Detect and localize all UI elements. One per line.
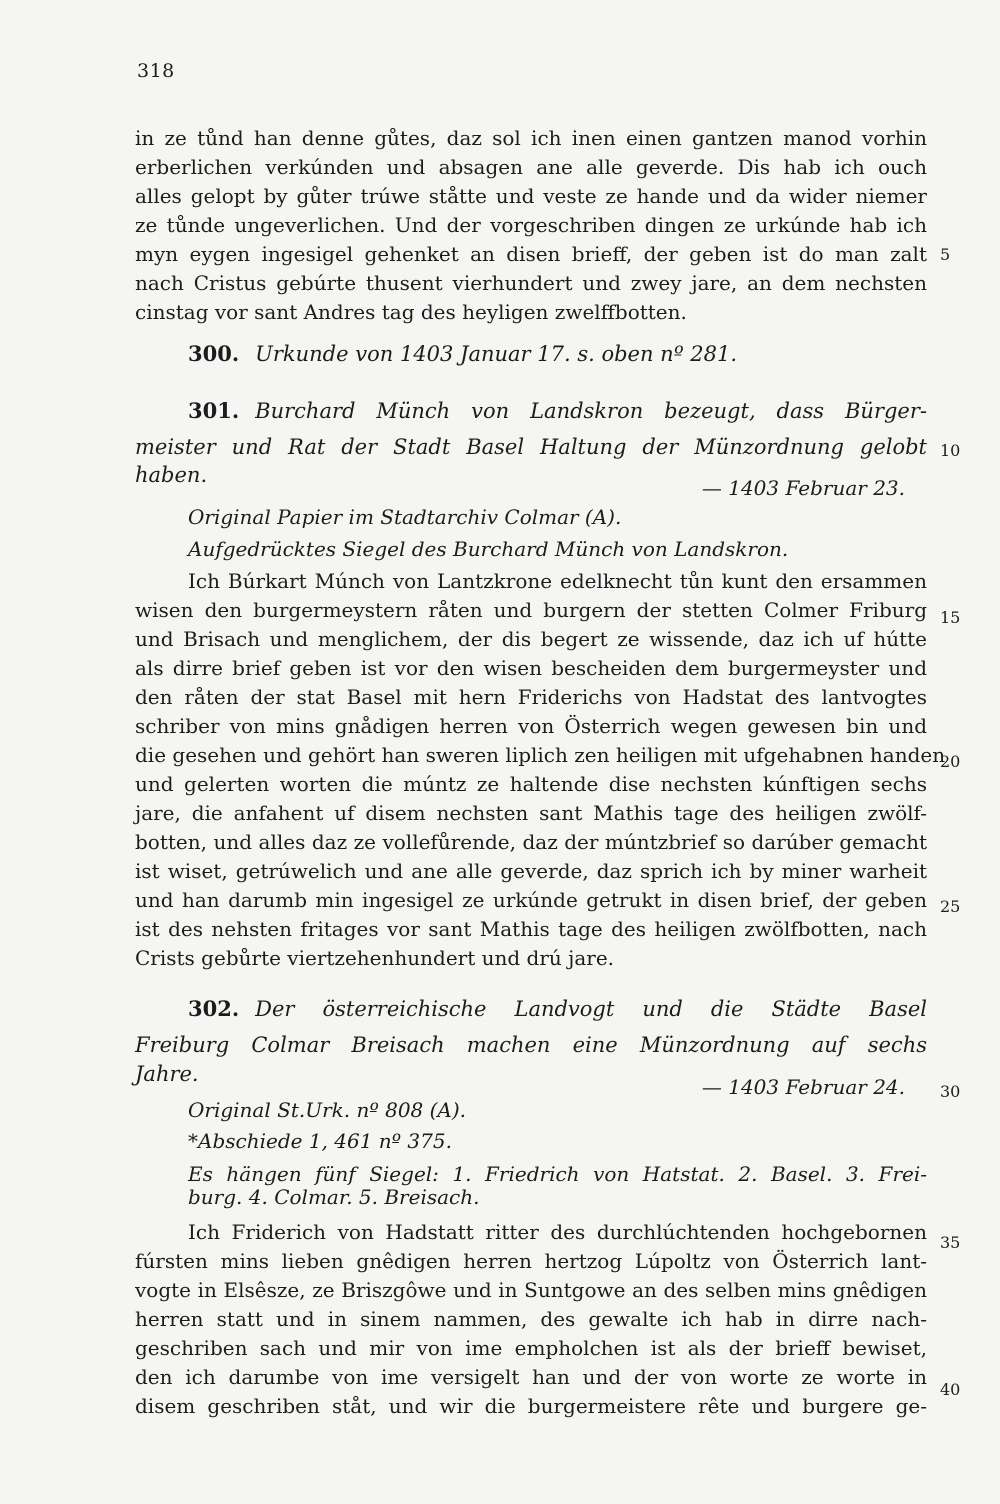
text-line bbox=[188, 1127, 927, 1155]
margin-line-number: 25 bbox=[940, 897, 961, 916]
text-line bbox=[135, 182, 927, 210]
text-line bbox=[135, 269, 927, 297]
text-line bbox=[135, 944, 927, 972]
line-text: Der österreichische Landvogt und die Städte Basel bbox=[255, 997, 927, 1021]
line-text: den råten der stat Basel mit hern Friderichs von Hadstat des lantvogtes bbox=[135, 685, 927, 709]
line-text: cinstag vor sant Andres tag des heyligen zwelffbotten. bbox=[135, 300, 687, 324]
margin-line-number: 10 bbox=[940, 441, 961, 460]
margin-line-number: 20 bbox=[940, 752, 961, 771]
text-line bbox=[135, 1247, 927, 1275]
line-text: *Abschiede 1, 461 nº 375. bbox=[188, 1129, 452, 1153]
text-line bbox=[135, 915, 927, 943]
text-line bbox=[135, 474, 905, 502]
text-line bbox=[135, 770, 927, 798]
line-text: myn eygen ingesigel gehenket an disen brieff, der geben ist do man zalt bbox=[135, 242, 927, 266]
text-line bbox=[135, 1392, 927, 1420]
text-line bbox=[135, 124, 927, 152]
entry-heading-line bbox=[188, 995, 927, 1023]
entry-heading-line bbox=[188, 397, 927, 425]
line-text: den ich darumbe von ime versigelt han und der von worte ze worte in bbox=[135, 1365, 927, 1389]
line-text: Jahre. bbox=[135, 1062, 199, 1086]
line-text: geschriben sach und mir von ime empholchen ist als der brieff bewiset, bbox=[135, 1336, 927, 1360]
line-text: jare, die anfahent uf disem nechsten sant Mathis tage des heiligen zwölf- bbox=[135, 801, 927, 825]
entry-number: 300. bbox=[188, 341, 240, 366]
line-text: und gelerten worten die múntz ze haltende dise nechsten kúnftigen sechs bbox=[135, 772, 927, 796]
line-text: alles gelopt by gůter trúwe ståtte und veste ze hande und da wider niemer bbox=[135, 184, 927, 208]
line-text: nach Cristus gebúrte thusent vierhundert und zwey jare, an dem nechsten bbox=[135, 271, 927, 295]
line-text: ist wiset, getrúwelich und ane alle geverde, daz sprich ich by miner warheit bbox=[135, 859, 927, 883]
text-line bbox=[135, 1276, 927, 1304]
line-text: botten, und alles daz ze vollefůrende, daz der múntzbrief so darúber gemacht bbox=[135, 830, 927, 854]
line-text: Burchard Münch von Landskron bezeugt, dass Bürger- bbox=[255, 399, 927, 423]
text-line bbox=[135, 153, 927, 181]
line-text: — 1403 Februar 24. bbox=[701, 1075, 905, 1099]
line-text: Ich Friderich von Hadstatt ritter des durchlúchtenden hochgebornen bbox=[188, 1220, 927, 1244]
text-line bbox=[135, 1031, 927, 1059]
text-line bbox=[135, 712, 927, 740]
text-line bbox=[135, 828, 927, 856]
line-text: — 1403 Februar 23. bbox=[701, 476, 905, 500]
entry-number: 301. bbox=[188, 398, 240, 423]
text-line bbox=[135, 857, 927, 885]
line-text: Urkunde von 1403 Januar 17. s. oben nº 281. bbox=[255, 342, 738, 366]
line-text: die gesehen und gehört han sweren liplich zen heiligen mit ufgehabnen handen bbox=[135, 743, 946, 767]
margin-line-number: 40 bbox=[940, 1380, 961, 1399]
page-number: 318 bbox=[137, 60, 175, 82]
line-text: haben. bbox=[135, 463, 208, 487]
text-line bbox=[188, 1218, 927, 1246]
line-text: Crists gebůrte viertzehenhundert und drú jare. bbox=[135, 946, 615, 970]
margin-line-number: 15 bbox=[940, 608, 961, 627]
line-text: und han darumb min ingesigel ze urkúnde getrukt in disen brief, der geben bbox=[135, 888, 927, 912]
text-line bbox=[188, 535, 927, 563]
line-text: schriber von mins gnådigen herren von Österrich wegen gewesen bin und bbox=[135, 714, 927, 738]
text-line bbox=[188, 1183, 927, 1211]
line-text: fúrsten mins lieben gnêdigen herren hertzog Lúpoltz von Österrich lant- bbox=[135, 1249, 927, 1273]
line-text: in ze tůnd han denne gůtes, daz sol ich inen einen gantzen manod vorhin bbox=[135, 126, 927, 150]
line-text: erberlichen verkúnden und absagen ane alle geverde. Dis hab ich ouch bbox=[135, 155, 927, 179]
text-line bbox=[188, 567, 927, 595]
text-line bbox=[188, 503, 927, 531]
text-line bbox=[135, 298, 927, 326]
line-text: ist des nehsten fritages vor sant Mathis tage des heiligen zwölfbotten, nach bbox=[135, 917, 927, 941]
text-line bbox=[135, 799, 927, 827]
line-text: als dirre brief geben ist vor den wisen bescheiden dem burgermeyster und bbox=[135, 656, 927, 680]
margin-line-number: 5 bbox=[940, 245, 951, 264]
text-line bbox=[135, 211, 927, 239]
text-line bbox=[135, 1363, 927, 1391]
text-line bbox=[135, 1334, 927, 1362]
text-line bbox=[135, 596, 927, 624]
line-text: Freiburg Colmar Breisach machen eine Münzordnung auf sechs bbox=[135, 1033, 927, 1057]
text-line bbox=[135, 433, 927, 461]
line-text: vogte in Elsêsze, ze Briszgôwe und in Suntgowe an des selben mins gnêdigen bbox=[135, 1278, 927, 1302]
line-text: burg. 4. Colmar. 5. Breisach. bbox=[188, 1185, 480, 1209]
text-line bbox=[135, 1305, 927, 1333]
entry-number: 302. bbox=[188, 996, 240, 1021]
text-line bbox=[135, 886, 927, 914]
line-text: meister und Rat der Stadt Basel Haltung der Münzordnung gelobt bbox=[135, 435, 927, 459]
line-text: wisen den burgermeystern råten und burgern der stetten Colmer Friburg bbox=[135, 598, 927, 622]
line-text: Ich Búrkart Múnch von Lantzkrone edelknecht tůn kunt den ersammen bbox=[188, 569, 927, 593]
line-text: disem geschriben ståt, und wir die burgermeistere rête und burgere ge- bbox=[135, 1394, 927, 1418]
line-text: Original St.Urk. nº 808 (A). bbox=[188, 1098, 467, 1122]
text-line bbox=[188, 1096, 927, 1124]
line-text: Es hängen fünf Siegel: 1. Friedrich von Hatstat. 2. Basel. 3. Frei- bbox=[188, 1162, 927, 1186]
text-line bbox=[135, 240, 927, 268]
line-text: Original Papier im Stadtarchiv Colmar (A). bbox=[188, 505, 622, 529]
line-text: herren statt und in sinem nammen, des gewalte ich hab in dirre nach- bbox=[135, 1307, 927, 1331]
text-line bbox=[135, 625, 927, 653]
line-text: Aufgedrücktes Siegel des Burchard Münch von Landskron. bbox=[188, 537, 789, 561]
line-text: und Brisach und menglichem, der dis begert ze wissende, daz ich uf hútte bbox=[135, 627, 927, 651]
margin-line-number: 35 bbox=[940, 1233, 961, 1252]
entry-heading-line bbox=[188, 340, 927, 368]
line-text: ze tůnde ungeverlichen. Und der vorgeschriben dingen ze urkúnde hab ich bbox=[135, 213, 927, 237]
margin-line-number: 30 bbox=[940, 1082, 961, 1101]
text-line bbox=[135, 741, 946, 769]
text-line bbox=[135, 654, 927, 682]
text-line bbox=[135, 683, 927, 711]
